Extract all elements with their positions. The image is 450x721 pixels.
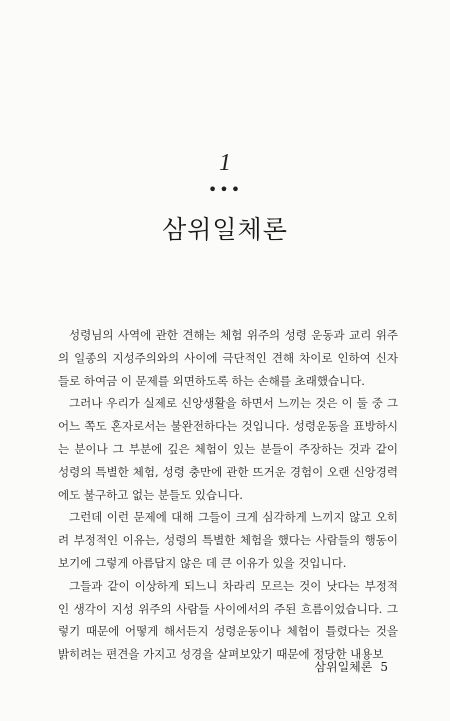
- chapter-ornament-dots: •••: [207, 180, 243, 199]
- page-footer: [314, 658, 388, 675]
- body-text: [58, 324, 398, 666]
- chapter-title: 삼위일체론: [162, 215, 288, 244]
- paragraph-2: 그러나 우리가 실제로 신앙생활을 하면서 느끼는 것은 이 둘 중 그 어느 쪽도 혼자로서는 불완전하다는 것입니다. 성령운동을 표방하시는 분이나 그 부분에 깊은 체험이 있는 분들이 주장하는 것과 같이 성령의 특별한 체험, 성령 충만에 관한 뜨거운 경험이 오랜 신앙경력에도 불구하고 없는 분들도 있습니다.: [58, 396, 398, 502]
- chapter-number: 1: [219, 150, 231, 176]
- page-number: 5: [380, 660, 388, 674]
- paragraph-4: 그들과 같이 이상하게 되느니 차라리 모르는 것이 낫다는 부정적인 생각이 지성 위주의 사람들 사이에서의 주된 흐름이었습니다. 그렇기 때문에 어떻게 해서든지 성령운동이나 체험이 틀렸다는 것을 밝히려는 편견을 가지고 성경을 살펴보았기 때문에 정당한 내용보: [58, 578, 398, 662]
- paragraph-1: 성령님의 사역에 관한 견해는 체험 위주의 성령 운동과 교리 위주의 일종의 지성주의와의 사이에 극단적인 견해 차이로 인하여 신자들로 하여금 이 문제를 외면하도록 하는 손해를 초래했습니다.: [58, 328, 398, 388]
- paragraph-3: 그런데 이런 문제에 대해 그들이 크게 심각하게 느끼지 않고 오히려 부정적인 이유는, 성령의 특별한 체험을 했다는 사람들의 행동이 보기에 그렇게 아름답지 않은 데 큰 이유가 있을 것입니다.: [58, 510, 398, 570]
- running-title: 삼위일체론: [314, 660, 373, 674]
